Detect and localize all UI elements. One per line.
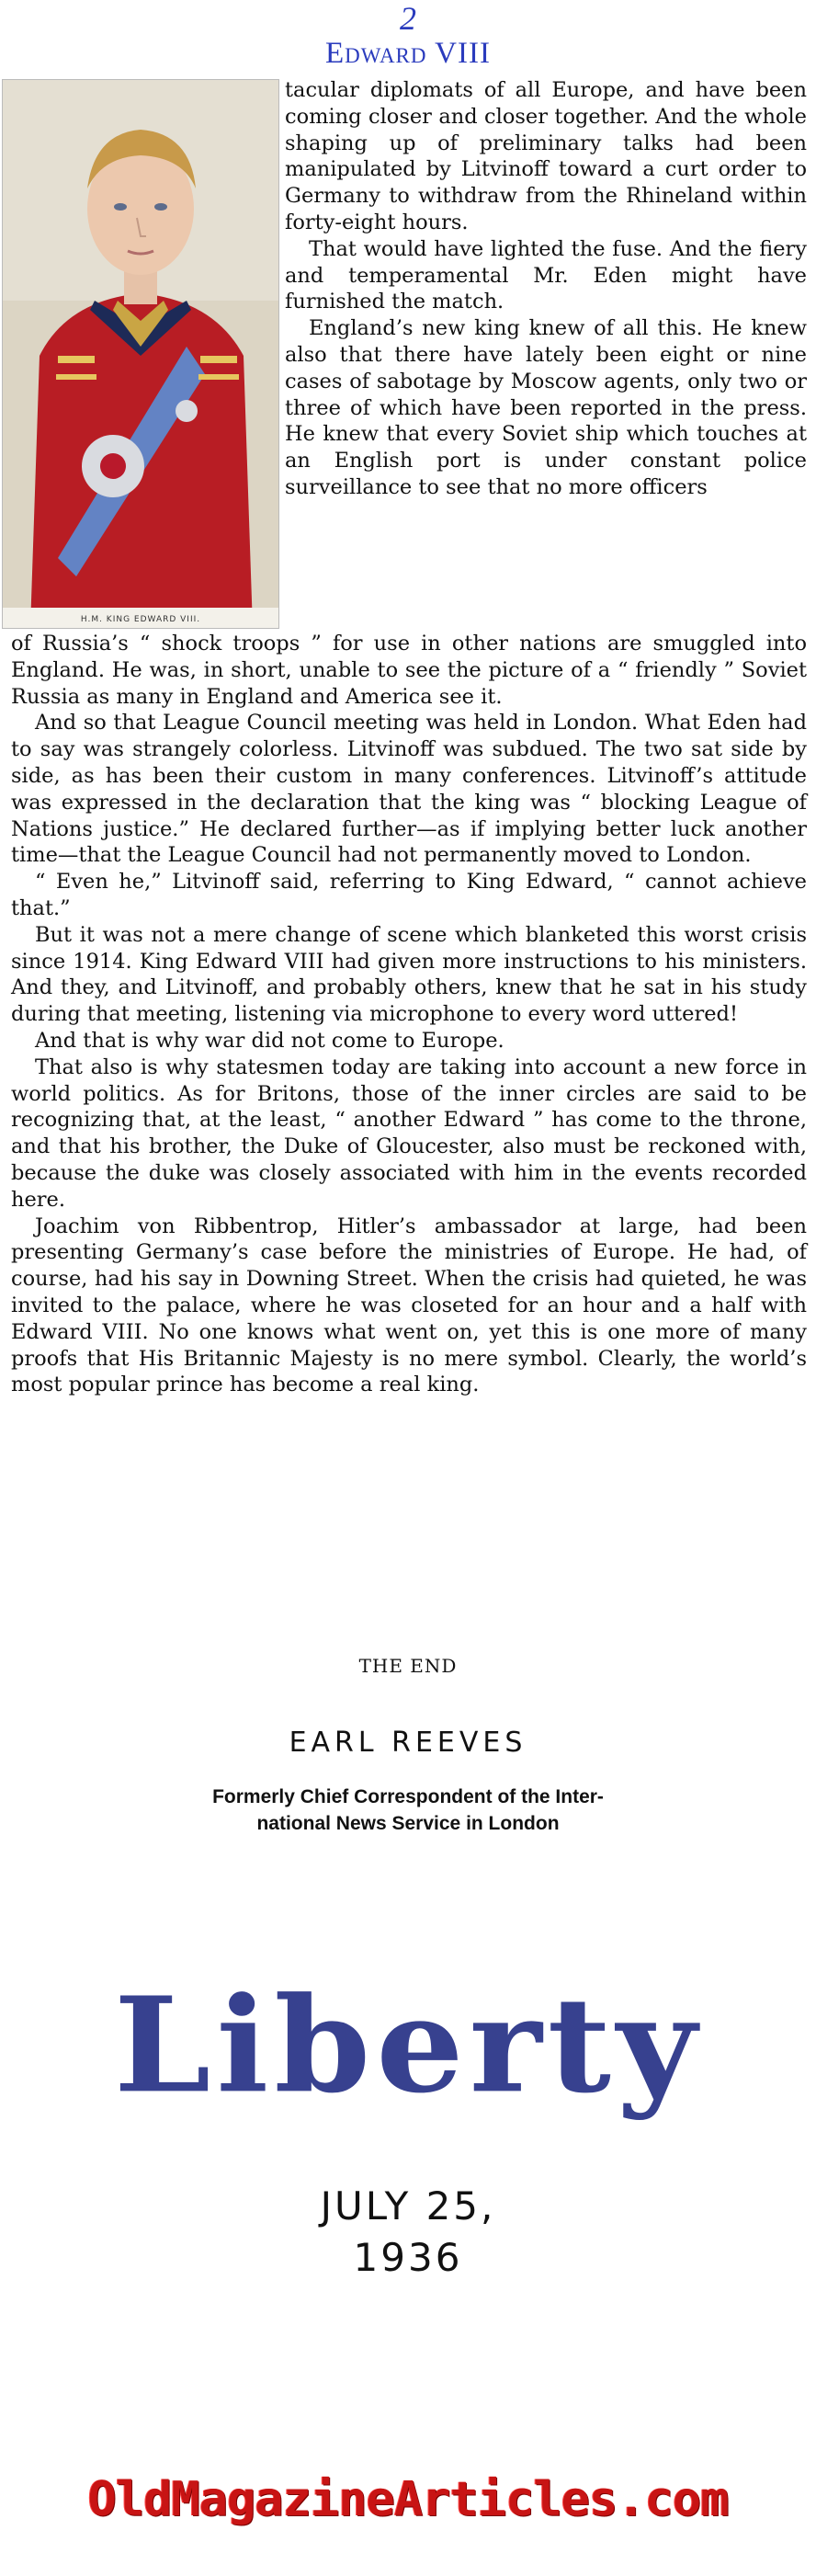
article-paragraph: But it was not a mere change of scene which blanketed this worst crisis since 1914. King Edward VIII had given more instructions to his ministers. And they, and Litvinoff, and probably others, knew that he sat in his study during that meeting, listening via microphone to every word uttered! bbox=[11, 922, 807, 1027]
article-paragraph: of Russia’s “ shock troops ” for use in other nations are smuggled into England. He was, in short, unable to see the picture of a “ friendly ” Soviet Russia as many in England and America see it. bbox=[11, 632, 807, 709]
article-paragraph: tacular diplomats of all Europe, and have been coming closer and closer together. And the whole shaping up of preliminary talks had been manipulated by Litvinoff toward a curt order to Germany to withdraw from the Rhineland within forty-eight hours. bbox=[285, 78, 807, 234]
article-paragraph: And so that League Council meeting was held in London. What Eden had to say was strangely colorless. Litvinoff was subdued. The two sat side by side, as has been their custom in many conferences. Litvinoff’s attitude was expressed in the declaration that the king was “ blocking League of Nations justice.” He declared further—as if implying better luck another time—that the League Council had not permanently moved to London. bbox=[11, 711, 807, 868]
article-full-width-text bbox=[11, 631, 807, 1398]
issue-date-line: JULY 25, bbox=[320, 2183, 496, 2228]
page-number: 2 bbox=[400, 0, 416, 37]
article-paragraph: That would have lighted the fuse. And the fiery and temperamental Mr. Eden might have furnished the match. bbox=[285, 236, 807, 314]
article-paragraph: “ Even he,” Litvinoff said, referring to King Edward, “ cannot achieve that.” bbox=[11, 870, 807, 920]
author-role bbox=[0, 1784, 816, 1837]
portrait-caption: H.M. KING EDWARD VIII. bbox=[80, 615, 201, 624]
article-paragraph: And that is why war did not come to Europe. bbox=[35, 1028, 504, 1053]
site-banner[interactable]: OldMagazineArticles.com bbox=[87, 2472, 729, 2527]
issue-date bbox=[0, 2181, 816, 2284]
author-role-line: national News Service in London bbox=[256, 1813, 560, 1834]
king-portrait-image bbox=[2, 79, 279, 629]
king-portrait-illustration bbox=[3, 80, 278, 628]
article-paragraph: Joachim von Ribbentrop, Hitler’s ambassador at large, had been presenting Germany’s case before the ministries of Europe. He had, of course, had his say in Downing Street. When the crisis had quieted, he was invited to the palace, where he was closeted for an hour and a half with Edward VIII. No one knows what went on, yet this is one more of many proofs that His Britannic Majesty is no mere symbol. Clearly, the world’s most popular prince has become a real king. bbox=[11, 1214, 807, 1397]
end-mark: THE END bbox=[358, 1655, 458, 1677]
author-name: EARL REEVES bbox=[289, 1727, 527, 1759]
issue-date-line: 1936 bbox=[353, 2235, 463, 2280]
liberty-logo: Liberty bbox=[113, 1968, 703, 2123]
article-paragraph: England’s new king knew of all this. He knew also that there have lately been eight or nine cases of sabotage by Moscow agents, only two or three of which have been reported in the press. He knew that every Soviet ship which touches at an English port is under constant police surveillance to see that no more officers bbox=[285, 316, 807, 499]
article-paragraph: That also is why statesmen today are taking into account a new force in world politics. As for Britons, those of the inner circles are said to be recognizing that, at the least, “ another Edward ” has come to the throne, and that his brother, the Duke of Gloucester, also must be reckoned with, because the duke was closely associated with him in the events recorded here. bbox=[11, 1054, 807, 1212]
author-role-line: Formerly Chief Correspondent of the Inter- bbox=[212, 1786, 604, 1807]
article-column-text bbox=[285, 77, 807, 501]
page-title: Edward VIII bbox=[325, 37, 491, 70]
